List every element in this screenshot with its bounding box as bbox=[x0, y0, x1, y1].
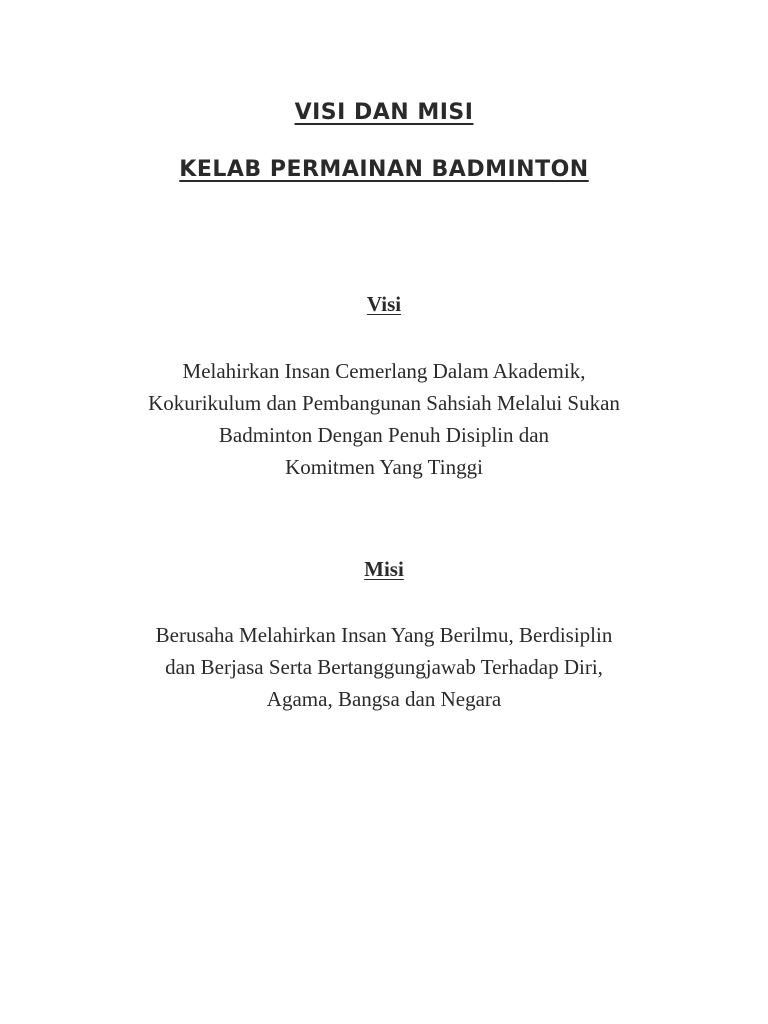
visi-line: Komitmen Yang Tinggi bbox=[285, 455, 483, 479]
visi-line: Badminton Dengan Penuh Disiplin dan bbox=[218, 423, 550, 447]
visi-statement bbox=[0, 355, 768, 483]
document-subtitle-text: KELAB PERMAINAN BADMINTON bbox=[179, 157, 589, 182]
misi-line: Agama, Bangsa dan Negara bbox=[266, 687, 502, 711]
visi-line: Kokurikulum dan Pembangunan Sahsiah Melalui Sukan bbox=[148, 391, 620, 415]
document-title-text: VISI DAN MISI bbox=[294, 100, 474, 125]
misi-heading bbox=[0, 557, 768, 582]
misi-heading-text: Misi bbox=[364, 557, 404, 581]
document-title bbox=[0, 100, 768, 125]
visi-line: Melahirkan Insan Cemerlang Dalam Akademik, bbox=[182, 359, 586, 383]
document-subtitle bbox=[0, 157, 768, 182]
visi-heading-text: Visi bbox=[366, 292, 402, 316]
misi-statement bbox=[0, 619, 768, 715]
misi-line: Berusaha Melahirkan Insan Yang Berilmu, Berdisiplin bbox=[155, 623, 613, 647]
misi-line: dan Berjasa Serta Bertanggungjawab Terhadap Diri, bbox=[165, 655, 603, 679]
visi-heading bbox=[0, 292, 768, 317]
